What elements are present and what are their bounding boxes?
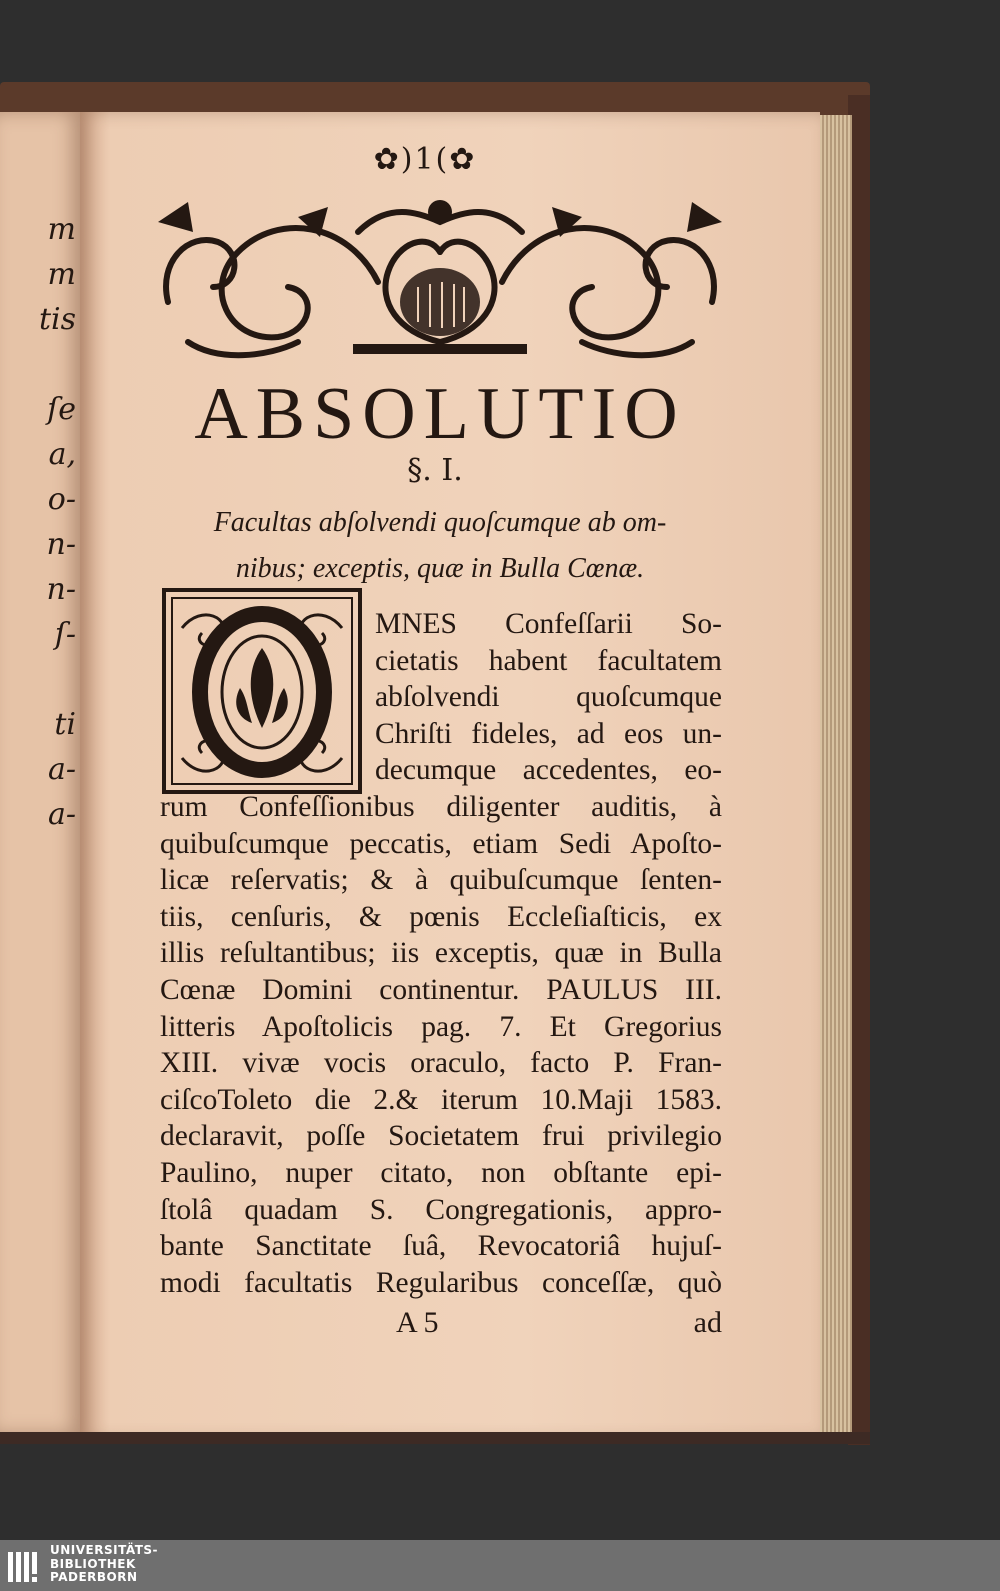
library-name-line: BIBLIOTHEK	[50, 1556, 136, 1571]
body-line: Paulino, nuper citato, non obſtante epi-	[160, 1156, 722, 1189]
library-name	[50, 1544, 158, 1585]
left-fragment: a-	[47, 752, 76, 787]
body-line: abſolvendi quoſcumque	[375, 681, 722, 714]
library-name-line: UNIVERSITÄTS-	[50, 1543, 159, 1557]
left-fragment: a-	[47, 797, 76, 832]
body-line: cietatis habent facultatem	[375, 644, 722, 677]
section-number: §. I.	[407, 453, 463, 488]
body-line: decumque accedentes, eo-	[375, 754, 722, 787]
body-line: bante Sanctitate ſuâ, Revocatoriâ hujuſ-	[160, 1230, 722, 1263]
left-fragment: n-	[46, 572, 76, 607]
book-cover-top	[0, 82, 870, 116]
body-line: declaravit, poſſe Societatem frui privilegio	[160, 1120, 722, 1153]
left-fragment: ſe	[47, 392, 76, 427]
left-fragment: n-	[46, 527, 76, 562]
page-edges	[818, 115, 852, 1435]
left-fragment	[0, 657, 82, 702]
body-text	[160, 606, 722, 1301]
left-fragment: ſ-	[54, 617, 76, 652]
left-fragment	[0, 342, 82, 387]
left-fragment: o-	[47, 482, 76, 517]
body-line: Cœnæ Domini continentur. PAULUS III.	[160, 973, 722, 1006]
library-name-line: PADERBORN	[50, 1570, 138, 1584]
body-line: licæ reſervatis; & à quibuſcumque ſenten-	[160, 864, 722, 897]
left-page	[0, 112, 82, 1434]
body-line: tiis, cenſuris, & pœnis Eccleſiaſticis, ex	[160, 900, 722, 933]
body-line: rum Confeſſionibus diligenter auditis, à	[160, 790, 722, 823]
left-page-fragments	[0, 207, 82, 837]
body-line: ciſcoToleto die 2.& iterum 10.Maji 1583.	[160, 1083, 722, 1116]
left-fragment: ti	[54, 707, 76, 742]
library-footer	[0, 1540, 1000, 1591]
library-logo-icon	[6, 1546, 46, 1586]
left-fragment: m	[47, 212, 76, 247]
book-cover-bottom	[0, 1432, 870, 1444]
body-line: MNES Confeſſarii So-	[375, 608, 722, 640]
body-line: modi facultatis Regularibus conceſſæ, quò	[160, 1266, 722, 1299]
left-fragment: a,	[48, 437, 76, 472]
running-head: ✿)1(✿	[373, 142, 477, 177]
subtitle-line: Facultas abſolvendi quoſcumque ab om-	[213, 507, 667, 538]
section-subtitle	[155, 500, 725, 592]
body-line: litteris Apoſtolicis pag. 7. Et Gregorius	[160, 1010, 722, 1043]
signature-mark: A 5	[396, 1306, 439, 1339]
body-line: XIII. vivæ vocis oraculo, facto P. Fran-	[160, 1047, 722, 1080]
body-line: Chriſti fideles, ad eos un-	[375, 717, 722, 750]
subtitle-line: nibus; exceptis, quæ in Bulla Cœnæ.	[235, 553, 645, 584]
left-fragment: tis	[38, 302, 76, 337]
body-line: illis reſultantibus; iis exceptis, quæ in Bulla	[160, 937, 722, 970]
left-fragment: m	[47, 257, 76, 292]
body-line: quibuſcumque peccatis, etiam Sedi Apoſto-	[160, 827, 722, 860]
catchword: ad	[693, 1306, 722, 1339]
page-title: ABSOLUTIO	[194, 373, 686, 455]
body-line: ſtolâ quadam S. Congregationis, appro-	[160, 1193, 722, 1226]
ornamental-headpiece	[148, 192, 732, 367]
